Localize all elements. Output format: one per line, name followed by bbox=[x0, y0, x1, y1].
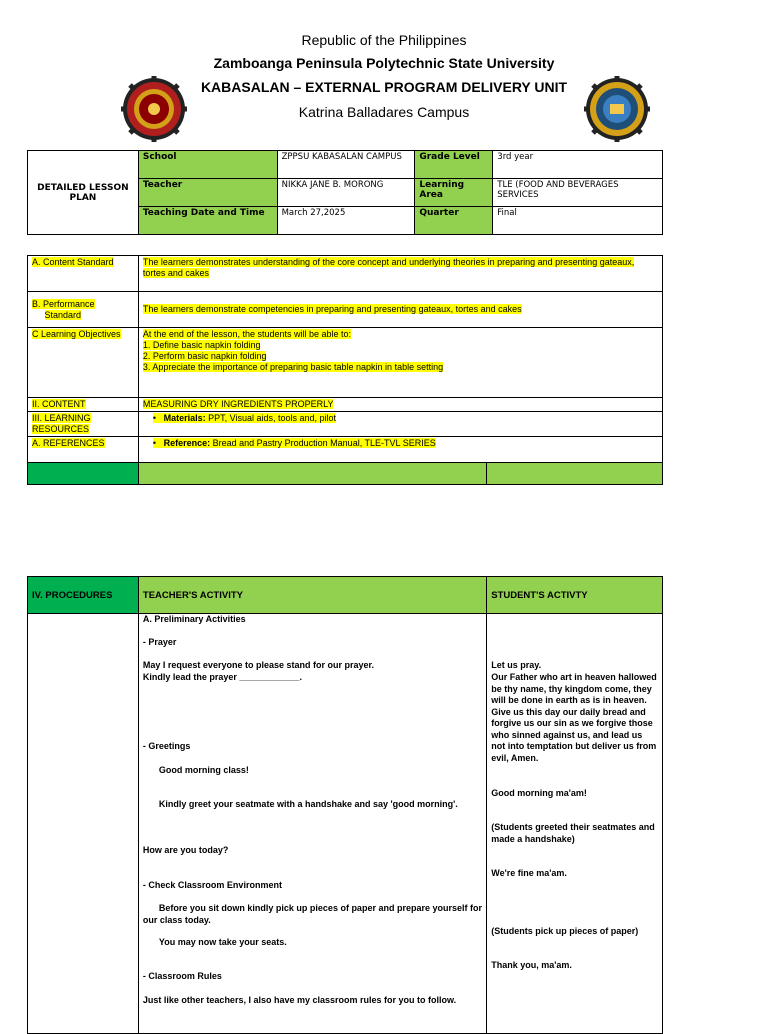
grade-level-label: Grade Level bbox=[415, 151, 493, 179]
grade-level-value: 3rd year bbox=[493, 151, 663, 179]
references-label: A. REFERENCES bbox=[28, 437, 139, 463]
teacher-line-classroom-rules: - Classroom Rules bbox=[142, 971, 222, 981]
content-label: II. CONTENT bbox=[28, 398, 139, 412]
teacher-line-take-seats: You may now take your seats. bbox=[158, 937, 287, 947]
teacher-line-rules-intro: Just like other teachers, I also have my classroom rules for you to follow. bbox=[142, 995, 457, 1005]
student-line-let-us-pray: Let us pray. bbox=[491, 660, 542, 670]
school-value: ZPPSU KABASALAN CAMPUS bbox=[277, 151, 415, 179]
performance-standard-label: B. Performance Standard bbox=[28, 292, 139, 328]
teaching-date-label: Teaching Date and Time bbox=[138, 207, 277, 235]
procedures-table bbox=[27, 576, 663, 1034]
reference-text: • Reference: Bread and Pastry Production Manual, TLE-TVL SERIES bbox=[138, 437, 662, 463]
teacher-label: Teacher bbox=[138, 179, 277, 207]
content-standard-label: A. Content Standard bbox=[28, 256, 139, 292]
teacher-activity-cell bbox=[138, 614, 486, 1034]
quarter-label: Quarter bbox=[415, 207, 493, 235]
teacher-value: NIKKA JANE B. MORONG bbox=[277, 179, 415, 207]
teacher-line-pick-up-paper: Before you sit down kindly pick up pieces of paper and prepare yourself for our class today. bbox=[142, 903, 482, 925]
school-label: School bbox=[138, 151, 277, 179]
teacher-line-greetings: - Greetings bbox=[142, 741, 191, 751]
teacher-line-how-are-you: How are you today? bbox=[142, 845, 229, 855]
lesson-info-table bbox=[27, 150, 663, 235]
teacher-line-request-prayer: May I request everyone to please stand for our prayer. bbox=[142, 660, 374, 670]
green-bar-cell-1 bbox=[28, 463, 139, 485]
teacher-line-lead-prayer: Kindly lead the prayer ____________. bbox=[142, 672, 303, 682]
header-campus: Katrina Balladares Campus bbox=[298, 104, 470, 120]
teacher-line-check-environment: - Check Classroom Environment bbox=[142, 880, 282, 890]
student-activity-cell bbox=[487, 614, 663, 1034]
student-line-were-fine: We're fine ma'am. bbox=[491, 868, 567, 878]
teacher-line-greet-seatmate: Kindly greet your seatmate with a handshake and say 'good morning'. bbox=[158, 799, 458, 809]
campus-seal-logo bbox=[584, 76, 650, 142]
learning-objectives-label: C Learning Objectives bbox=[28, 328, 139, 398]
materials-text: • Materials: PPT, Visual aids, tools and, pilot bbox=[138, 412, 662, 437]
procedures-header: IV. PROCEDURES bbox=[28, 577, 139, 614]
teacher-line-good-morning: Good morning class! bbox=[158, 765, 249, 775]
student-line-our-father: Our Father who art in heaven hallowed be thy name, thy kingdom come, they will be done in earth as is in heaven. Give us this day our daily bread and forgive us our sin as we forgive those who sinned against us, and lead us not into temptation but deliver us from evil, Amen. bbox=[491, 672, 657, 763]
content-standard-text: The learners demonstrates understanding of the core concept and underlying theories in preparing and presenting gateaux, tortes and cakes bbox=[138, 256, 662, 292]
procedures-cell bbox=[28, 614, 139, 1034]
teaching-date-value: March 27,2025 bbox=[277, 207, 415, 235]
detailed-lesson-plan-label: DETAILED LESSON PLAN bbox=[28, 151, 139, 235]
standards-table bbox=[27, 255, 663, 485]
student-line-thank-you: Thank you, ma'am. bbox=[491, 960, 572, 970]
student-activity-header: STUDENT'S ACTIVTY bbox=[487, 577, 663, 614]
student-line-pick-up-paper: (Students pick up pieces of paper) bbox=[491, 926, 639, 936]
header-university: Zamboanga Peninsula Polytechnic State University bbox=[213, 55, 555, 71]
content-text: MEASURING DRY INGREDIENTS PROPERLY bbox=[138, 398, 662, 412]
performance-standard-text: The learners demonstrate competencies in preparing and presenting gateaux, tortes and cakes bbox=[138, 292, 662, 328]
green-bar-cell-2 bbox=[138, 463, 486, 485]
teacher-line-prayer: - Prayer bbox=[142, 637, 177, 647]
student-line-good-morning: Good morning ma'am! bbox=[491, 788, 587, 798]
header-republic: Republic of the Philippines bbox=[301, 32, 467, 48]
teacher-activity-header: TEACHER'S ACTIVITY bbox=[138, 577, 486, 614]
green-bar-cell-3 bbox=[487, 463, 663, 485]
learning-resources-label: III. LEARNING RESOURCES bbox=[28, 412, 139, 437]
header-unit: KABASALAN – EXTERNAL PROGRAM DELIVERY UNIT bbox=[200, 79, 568, 95]
learning-objectives-text: At the end of the lesson, the students will be able to: 1. Define basic napkin folding 2. Perform basic napkin folding 3. Appreciate the importance of preparing basic table napkin in table setting bbox=[138, 328, 662, 398]
quarter-value: Final bbox=[493, 207, 663, 235]
university-seal-logo bbox=[121, 76, 187, 142]
learning-area-value: TLE (FOOD AND BEVERAGES SERVICES bbox=[493, 179, 663, 207]
student-line-greeted-seatmates: (Students greeted their seatmates and made a handshake) bbox=[491, 822, 655, 844]
teacher-line-preliminary: A. Preliminary Activities bbox=[142, 614, 246, 624]
learning-area-label: Learning Area bbox=[415, 179, 493, 207]
